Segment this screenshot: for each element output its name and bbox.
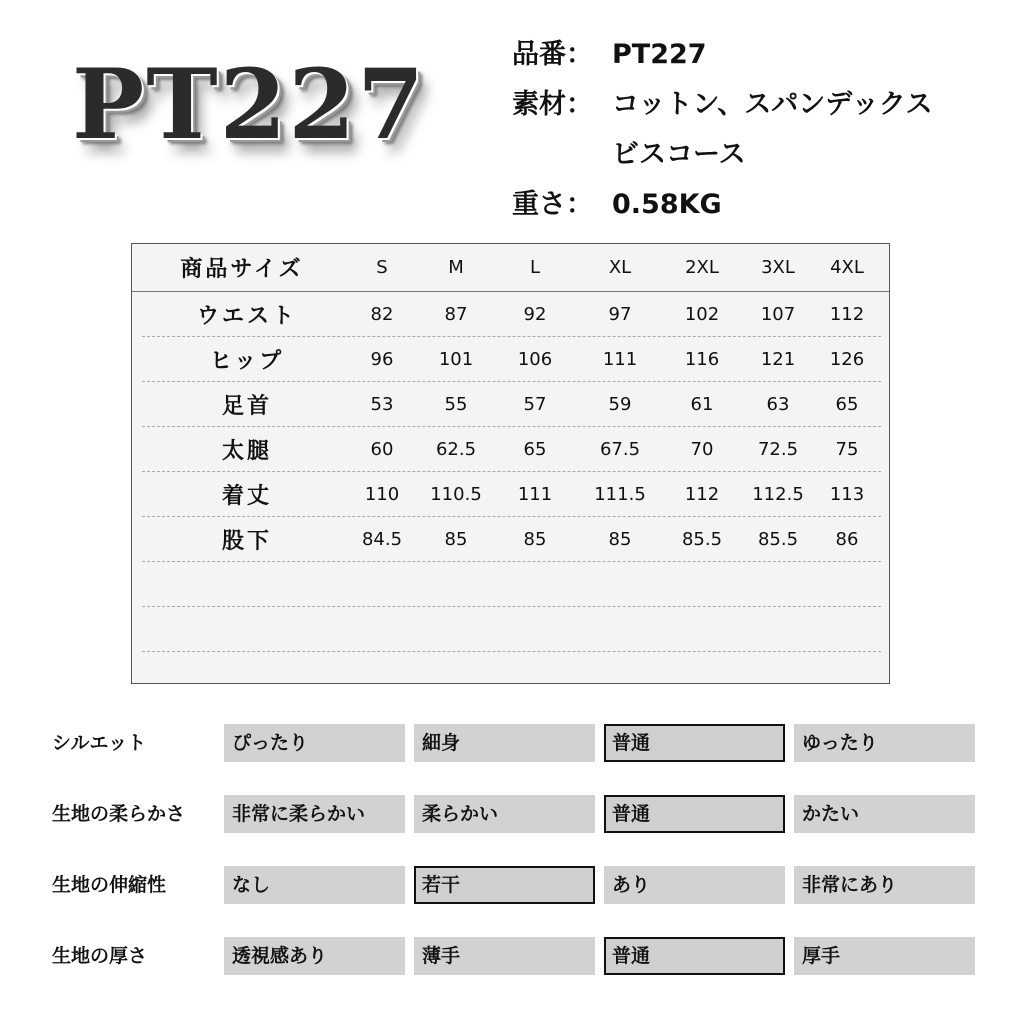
size-table-header — [132, 244, 889, 292]
table-cell: 85 — [608, 528, 632, 550]
table-cell: 126 — [829, 348, 865, 370]
size-col-header: 3XL — [761, 257, 795, 278]
table-cell: 92 — [523, 303, 547, 325]
attribute-option: ゆったり — [794, 724, 975, 762]
attribute-option-selected: 普通 — [604, 937, 785, 975]
table-cell: 87 — [444, 303, 468, 325]
table-cell: 111.5 — [594, 483, 646, 505]
table-cell: 121 — [760, 348, 796, 370]
attribute-option-selected: 普通 — [604, 795, 785, 833]
table-cell: 112 — [684, 483, 720, 505]
row-label: 足首 — [221, 393, 272, 419]
table-cell: 70 — [690, 438, 714, 460]
table-cell: 67.5 — [599, 438, 641, 460]
spec-weight-label: 重さ： — [512, 189, 593, 220]
attribute-option: かたい — [794, 795, 975, 833]
size-table — [131, 243, 890, 684]
table-cell: 96 — [370, 348, 394, 370]
spec-item-number — [512, 30, 933, 80]
spec-item-number-value: PT227 — [612, 39, 707, 70]
table-cell: 112.5 — [752, 483, 804, 505]
attribute-option: 厚手 — [794, 937, 975, 975]
table-row — [142, 427, 881, 472]
spec-material-value-2: ビスコース — [612, 139, 746, 170]
attribute-label: 生地の柔らかさ — [52, 803, 186, 825]
table-row — [142, 337, 881, 382]
table-row — [142, 472, 881, 517]
attribute-option-selected: 普通 — [604, 724, 785, 762]
attribute-label: 生地の伸縮性 — [52, 874, 167, 896]
attribute-option: 細身 — [414, 724, 595, 762]
spec-material-label: 素材： — [512, 89, 593, 120]
table-cell: 85 — [523, 528, 547, 550]
attribute-option: 非常に柔らかい — [224, 795, 405, 833]
row-label: 着丈 — [221, 483, 272, 509]
table-cell: 82 — [370, 303, 394, 325]
table-cell: 53 — [370, 393, 394, 415]
attribute-option: 非常にあり — [794, 866, 975, 904]
table-cell: 61 — [690, 393, 714, 415]
row-label: ウエスト — [196, 303, 297, 329]
table-cell: 55 — [444, 393, 468, 415]
table-cell: 72.5 — [757, 438, 799, 460]
table-cell: 63 — [766, 393, 790, 415]
empty-row — [142, 562, 881, 607]
row-label: 股下 — [221, 528, 272, 554]
header-label: 商品サイズ — [180, 257, 304, 282]
table-cell: 65 — [835, 393, 859, 415]
table-cell: 107 — [760, 303, 796, 325]
table-cell: 60 — [370, 438, 394, 460]
attribute-option-selected: 若干 — [414, 866, 595, 904]
size-col-header: M — [448, 257, 464, 278]
table-cell: 59 — [608, 393, 632, 415]
table-cell: 101 — [438, 348, 474, 370]
size-col-header: 4XL — [830, 257, 864, 278]
table-cell: 85.5 — [757, 528, 799, 550]
table-cell: 57 — [523, 393, 547, 415]
table-row — [142, 382, 881, 427]
product-logo: PT227 — [72, 48, 427, 161]
product-specs — [512, 30, 933, 230]
spec-item-number-label: 品番： — [512, 39, 593, 70]
spec-material — [512, 80, 933, 130]
table-cell: 85 — [444, 528, 468, 550]
table-row — [142, 292, 881, 337]
size-col-header: S — [376, 257, 388, 278]
table-cell: 86 — [835, 528, 859, 550]
empty-row — [142, 607, 881, 652]
table-cell: 65 — [523, 438, 547, 460]
attribute-option: あり — [604, 866, 785, 904]
spec-weight-value: 0.58KG — [612, 189, 722, 220]
attribute-option: 透視感あり — [224, 937, 405, 975]
table-cell: 110.5 — [430, 483, 482, 505]
table-cell: 111 — [602, 348, 638, 370]
attribute-option: 柔らかい — [414, 795, 595, 833]
table-cell: 102 — [684, 303, 720, 325]
row-label: ヒップ — [209, 348, 285, 374]
table-cell: 110 — [364, 483, 400, 505]
table-cell: 62.5 — [435, 438, 477, 460]
attribute-option: 薄手 — [414, 937, 595, 975]
row-label: 太腿 — [221, 438, 272, 464]
table-cell: 75 — [835, 438, 859, 460]
size-col-header: 2XL — [685, 257, 719, 278]
table-cell: 112 — [829, 303, 865, 325]
spec-weight — [512, 180, 933, 230]
table-cell: 85.5 — [681, 528, 723, 550]
table-cell: 84.5 — [361, 528, 403, 550]
table-cell: 116 — [684, 348, 720, 370]
size-col-header: L — [529, 257, 541, 278]
attribute-option: ぴったり — [224, 724, 405, 762]
attribute-option: なし — [224, 866, 405, 904]
table-row — [142, 517, 881, 562]
table-cell: 113 — [829, 483, 865, 505]
table-cell: 97 — [608, 303, 632, 325]
attribute-label: 生地の厚さ — [52, 945, 148, 967]
size-col-header: XL — [608, 257, 632, 278]
table-cell: 111 — [517, 483, 553, 505]
spec-material-value: コットン、スパンデックス — [612, 89, 933, 120]
attribute-label: シルエット — [52, 732, 147, 754]
table-cell: 106 — [517, 348, 553, 370]
